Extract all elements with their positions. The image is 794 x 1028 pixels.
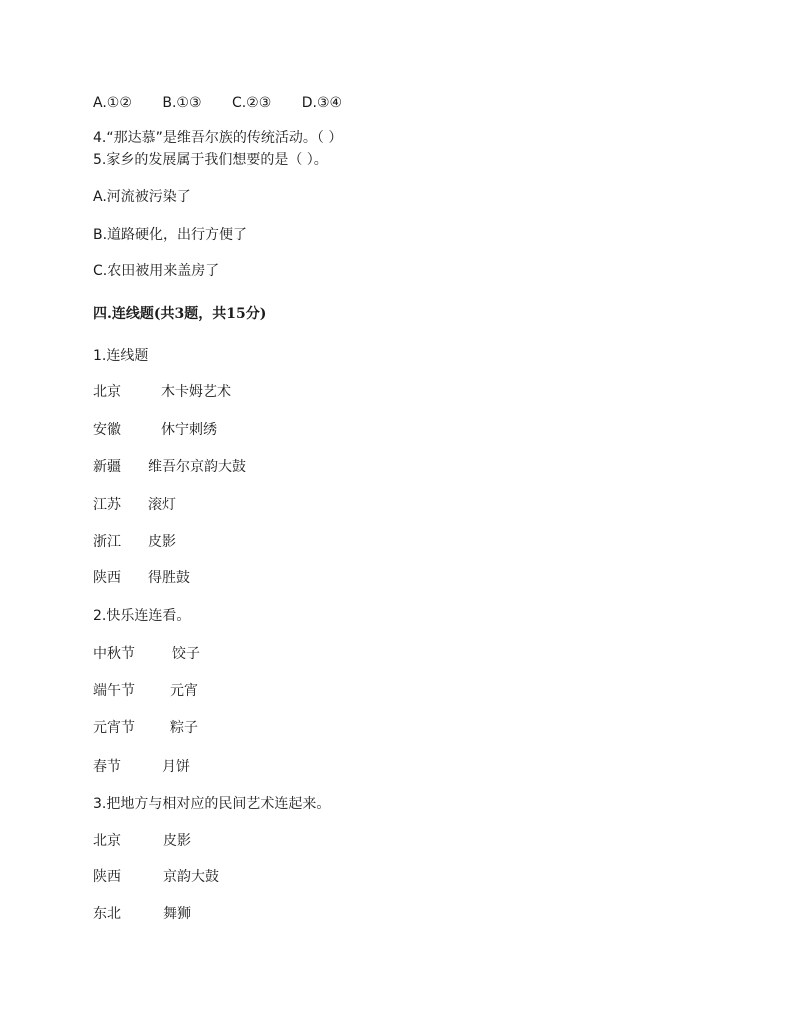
m3-title: 3.把地方与相对应的民间艺术连起来。: [93, 796, 331, 812]
m3-row: [93, 832, 191, 850]
m1-right: 皮影: [148, 534, 176, 550]
m2-row: [93, 719, 198, 737]
m2-row: [93, 682, 198, 700]
m1-left: 江苏: [93, 497, 121, 513]
m1-left: 北京: [93, 384, 121, 400]
m1-right: 滚灯: [148, 497, 176, 513]
m1-row: [93, 383, 231, 401]
m3-row: [93, 905, 191, 923]
m1-row: [93, 421, 217, 439]
m2-row: [93, 645, 200, 663]
m2-right: 粽子: [170, 720, 198, 736]
m2-row: [93, 758, 190, 776]
m1-right: 得胜鼓: [148, 570, 190, 586]
q5-option-c: C.农田被用来盖房了: [93, 263, 220, 279]
m2-right: 元宵: [170, 683, 198, 699]
m1-left: 陕西: [93, 570, 121, 586]
m1-left: 安徽: [93, 422, 121, 438]
m1-title: 1.连线题: [93, 348, 149, 364]
m3-row: [93, 868, 219, 886]
m1-row: [93, 533, 176, 551]
q5-option-b: B.道路硬化，出行方便了: [93, 227, 248, 243]
m1-row: [93, 458, 246, 476]
m1-row: [93, 496, 176, 514]
m3-left: 东北: [93, 906, 121, 922]
section-title: 四.连线题(共3题，共15分): [93, 306, 267, 322]
m2-right: 饺子: [172, 646, 200, 662]
m3-right: 皮影: [163, 833, 191, 849]
m1-right: 木卡姆艺术: [161, 384, 231, 400]
q3-option-c: C.②③: [231, 95, 272, 111]
q3-option-a: A.①②: [93, 95, 132, 111]
m3-right: 舞狮: [163, 906, 191, 922]
q4-text: 4.“那达慕”是维吾尔族的传统活动。（ ）: [93, 130, 343, 146]
q5-stem: 5.家乡的发展属于我们想要的是（ ）。: [93, 152, 328, 168]
q3-options: [93, 94, 368, 112]
q3-option-b: B.①③: [162, 95, 202, 111]
m1-right: 休宁刺绣: [161, 422, 217, 438]
m1-row: [93, 569, 190, 587]
m2-left: 中秋节: [93, 646, 135, 662]
m1-right: 维吾尔京韵大鼓: [148, 459, 246, 475]
m1-left: 浙江: [93, 534, 121, 550]
m3-right: 京韵大鼓: [163, 869, 219, 885]
m2-left: 春节: [93, 759, 121, 775]
m3-left: 陕西: [93, 869, 121, 885]
q3-option-d: D.③④: [301, 95, 343, 111]
m1-left: 新疆: [93, 459, 121, 475]
m2-title: 2.快乐连连看。: [93, 608, 191, 624]
m2-left: 端午节: [93, 683, 135, 699]
q5-option-a: A.河流被污染了: [93, 189, 191, 205]
m3-left: 北京: [93, 833, 121, 849]
m2-right: 月饼: [162, 759, 190, 775]
m2-left: 元宵节: [93, 720, 135, 736]
